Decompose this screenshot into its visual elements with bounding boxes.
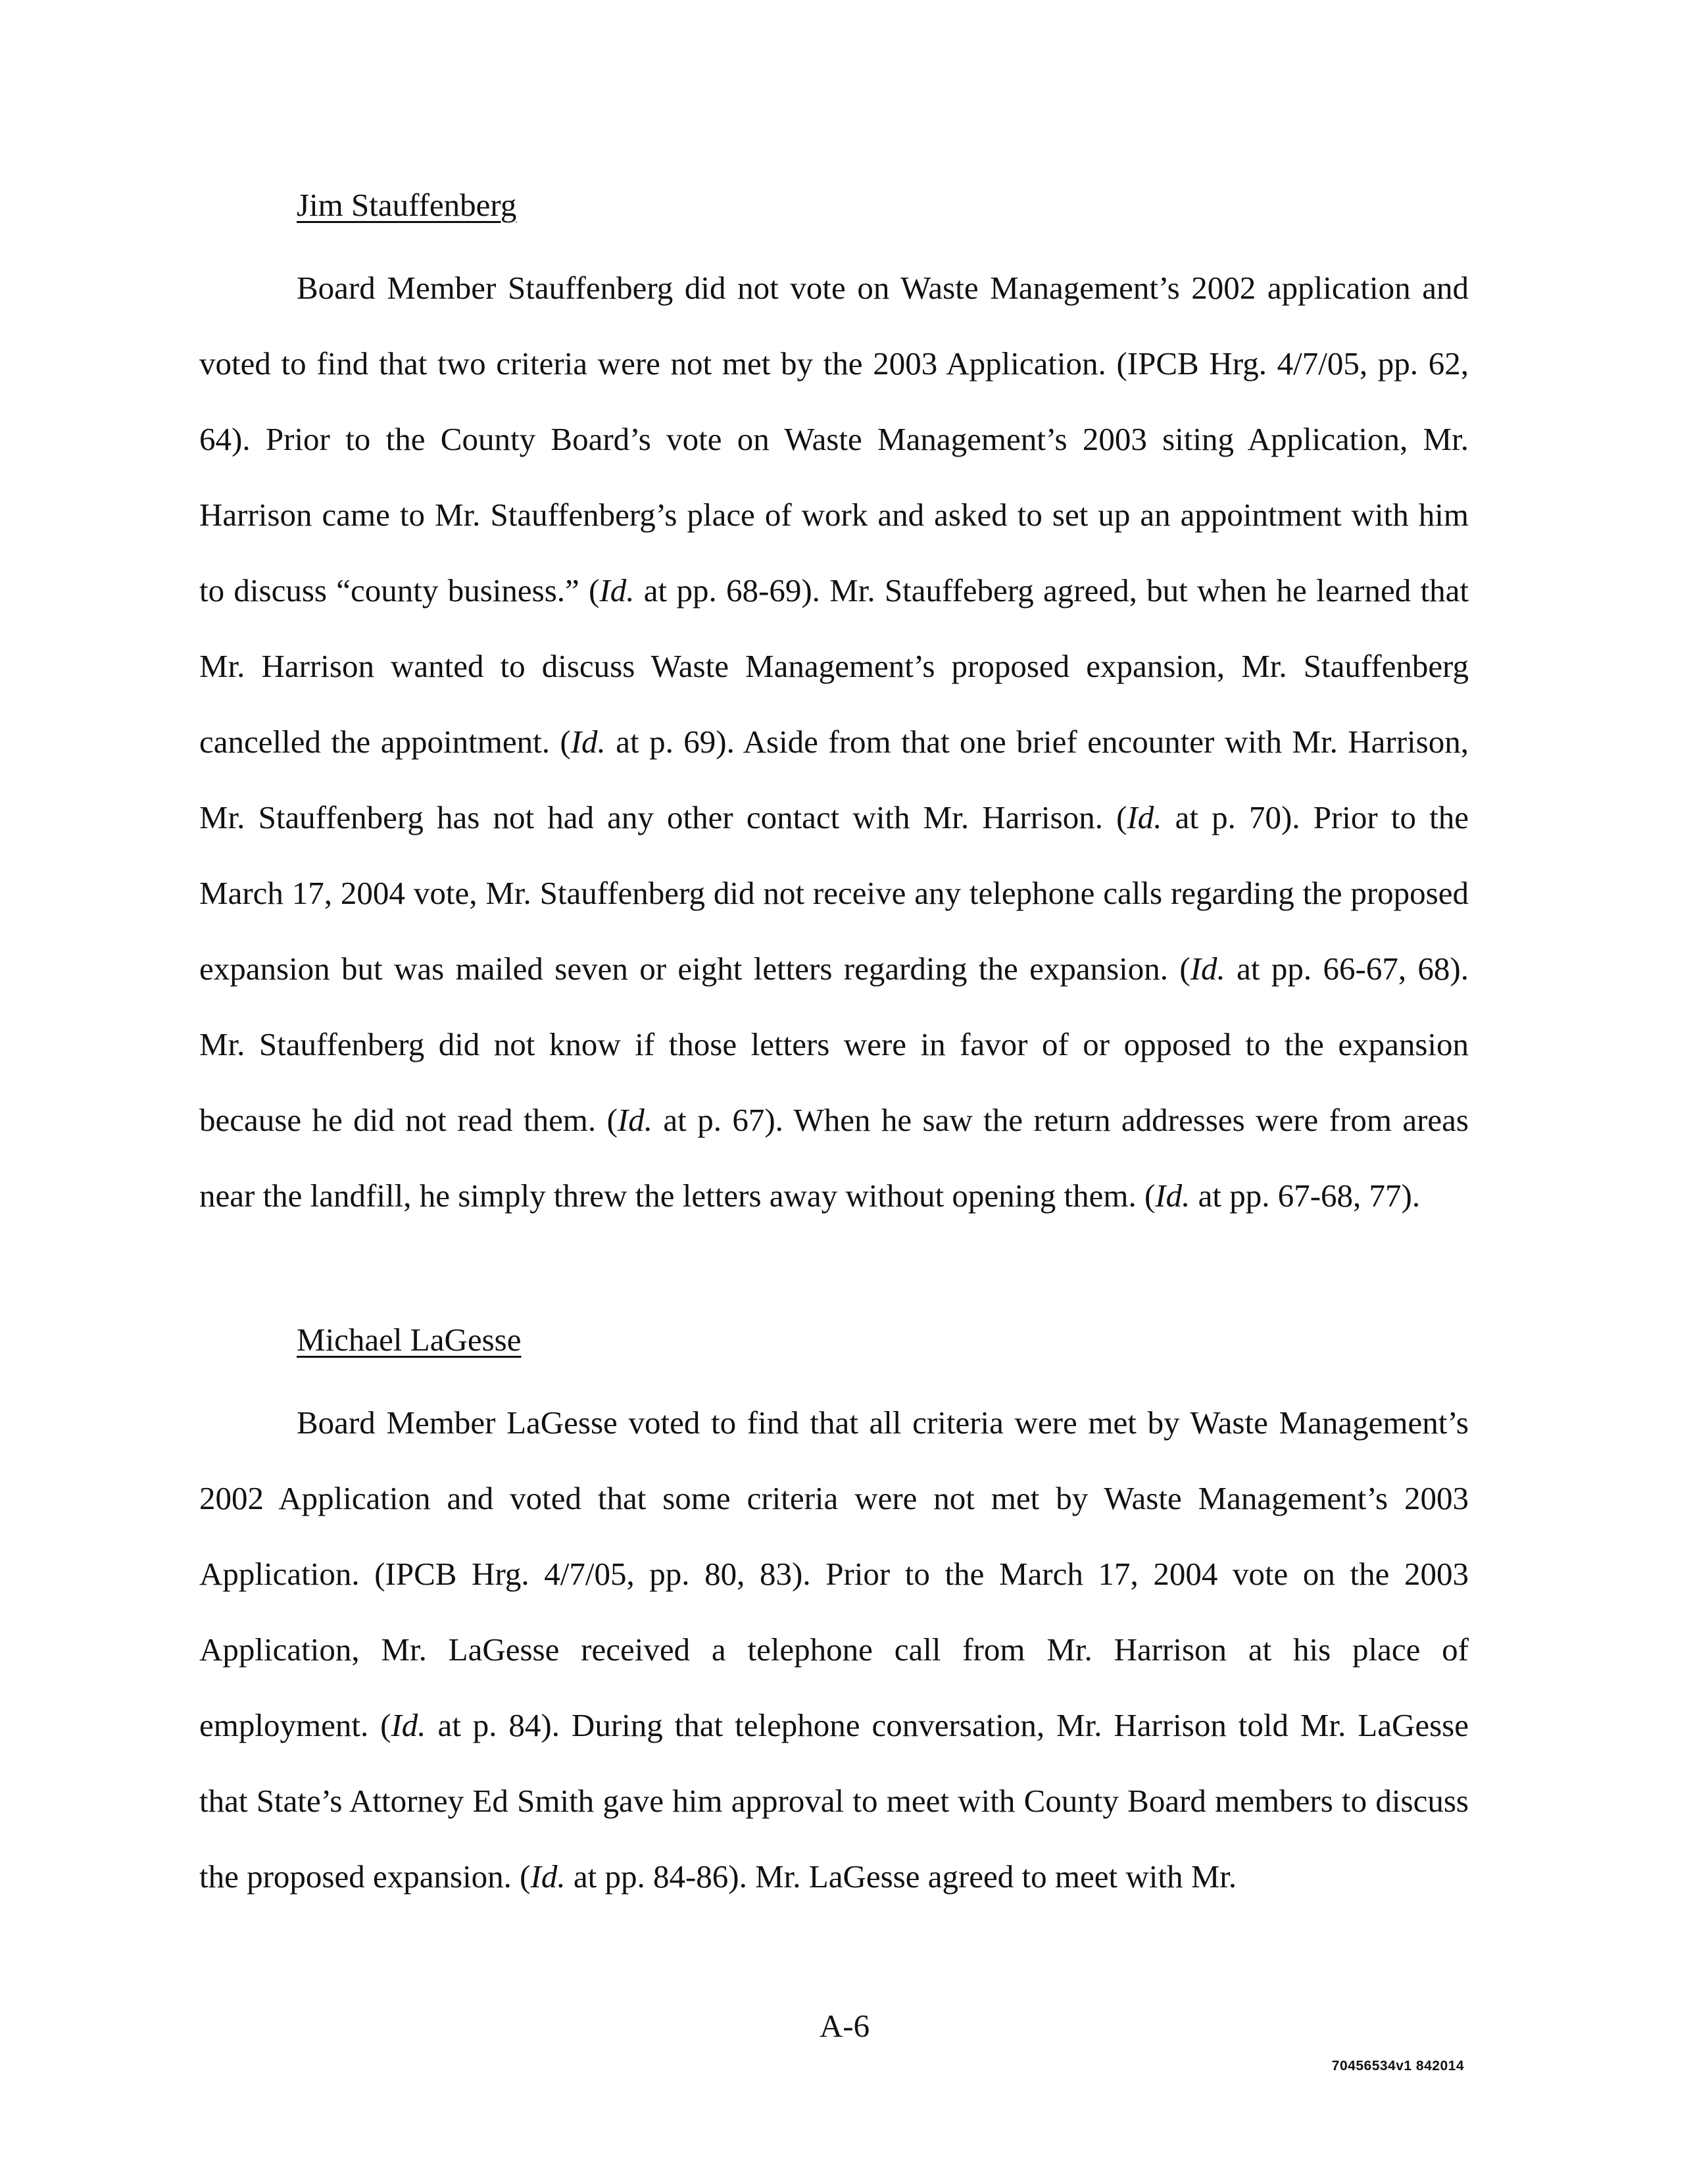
paragraph-stauffenberg [199, 250, 1469, 1233]
paragraph-text-run: at p. 67). When he saw the return addresses were from areas near the landfill, he simply threw the letters away without opening them. ( [199, 1102, 1469, 1214]
citation-id: Id. [530, 1858, 566, 1895]
paragraph-text-run: Board Member LaGesse voted to find that all criteria were met by Waste Management’s 2002 Application and voted that some criteria were not met by Waste Management’s 2003 Application. (IPCB Hrg. 4/7/05, pp. 80, 83). Prior to the March 17, 2004 vote on the 2003 Application, Mr. LaGesse received a telephone call from Mr. Harrison at his place of employment. ( [199, 1404, 1469, 1743]
citation-id: Id. [1127, 799, 1162, 835]
section-heading-stauffenberg: Jim Stauffenberg [297, 187, 517, 223]
paragraph-text-run: at p. 69). Aside from that one brief encounter with Mr. Harrison, Mr. Stauffenberg has not had any other contact with Mr. Harrison. ( [199, 724, 1469, 835]
section-heading-lagesse: Michael LaGesse [297, 1322, 522, 1358]
citation-id: Id. [391, 1707, 426, 1743]
paragraph-text-run: at pp. 66-67, 68). Mr. Stauffenberg did not know if those letters were in favor of or opposed to the expansion because he did not read them. ( [199, 951, 1469, 1138]
citation-id: Id. [1155, 1178, 1190, 1214]
paragraph-text-run: at pp. 68-69). Mr. Stauffeberg agreed, but when he learned that Mr. Harrison wanted to discuss Waste Management’s proposed expansion, Mr. Stauffenberg cancelled the appointment. ( [199, 572, 1469, 760]
paragraph-lagesse [199, 1385, 1469, 1914]
citation-id: Id. [617, 1102, 652, 1138]
citation-id: Id. [1190, 951, 1225, 987]
paragraph-text-run: Board Member Stauffenberg did not vote on Waste Management’s 2002 application and voted to find that two criteria were not met by the 2003 Application. (IPCB Hrg. 4/7/05, pp. 62, 64). Prior to the County Board’s vote on Waste Management’s 2003 siting Application, Mr. Harrison came to Mr. Stauffenberg’s place of work and asked to set up an appointment with him to discuss “county business.” ( [199, 270, 1469, 608]
citation-id: Id. [599, 572, 635, 608]
document-id: 70456534v1 842014 [1331, 2058, 1464, 2073]
page-number: A-6 [819, 2008, 870, 2044]
paragraph-text-run: at p. 84). During that telephone conversation, Mr. Harrison told Mr. LaGesse that State’s Attorney Ed Smith gave him approval to meet with County Board members to discuss the proposed expansion. ( [199, 1707, 1469, 1895]
paragraph-text-run: at pp. 67-68, 77). [1190, 1178, 1421, 1214]
paragraph-text-run: at p. 70). Prior to the March 17, 2004 vote, Mr. Stauffenberg did not receive any telephone calls regarding the proposed expansion but was mailed seven or eight letters regarding the expansion. ( [199, 799, 1469, 987]
citation-id: Id. [570, 724, 606, 760]
paragraph-text-run: at pp. 84-86). Mr. LaGesse agreed to meet with Mr. [565, 1858, 1237, 1895]
